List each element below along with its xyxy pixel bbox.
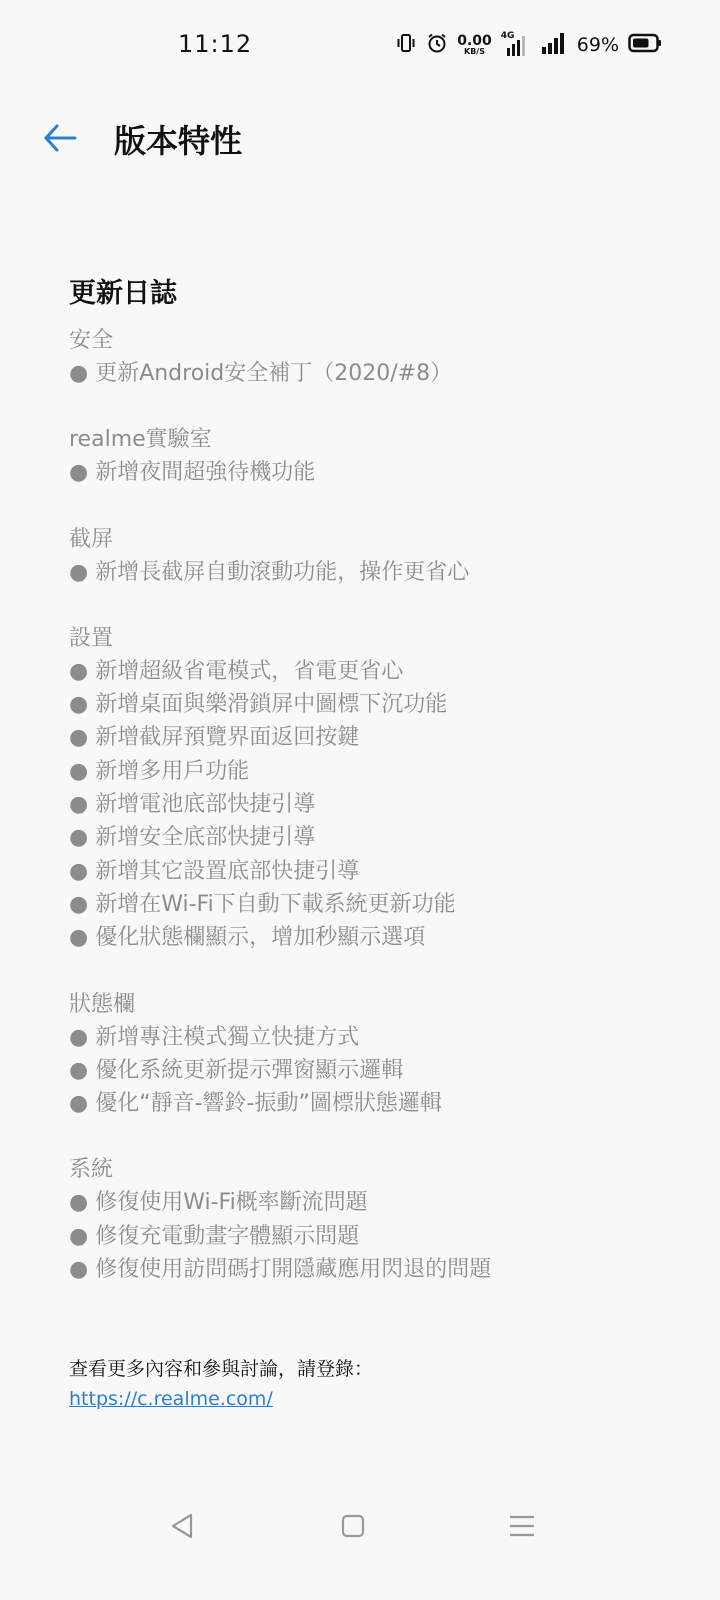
battery-icon [628, 32, 662, 58]
network-type-label: 4G [500, 31, 515, 41]
nav-menu-button[interactable] [500, 1506, 544, 1550]
changelog [69, 274, 689, 1319]
status-bar [0, 0, 720, 90]
net-speed-unit: KB/S [464, 47, 485, 56]
signal-icon [540, 31, 568, 59]
list-item: ● 新增在Wi-Fi下自動下載系統更新功能 [69, 891, 456, 917]
signal-4g-icon [501, 32, 531, 58]
list-item: ● 新增其它設置底部快捷引導 [69, 858, 360, 884]
nav-home-icon [339, 1512, 367, 1544]
nav-menu-icon [507, 1512, 537, 1544]
changelog-section [69, 324, 689, 390]
page-title: 版本特性 [114, 122, 243, 160]
vibrate-icon [395, 32, 417, 58]
section-title: 狀態欄 [69, 991, 136, 1017]
list-item: ● 修復使用Wi-Fi概率斷流問題 [69, 1190, 368, 1216]
list-item: ● 優化“靜音-響鈴-振動”圖標狀態邏輯 [69, 1091, 442, 1117]
list-item: ● 新增截屏預覽界面返回按鍵 [69, 725, 360, 751]
changelog-section [69, 988, 689, 1121]
list-item: ● 新增電池底部快捷引導 [69, 792, 316, 818]
status-time: 11:12 [178, 30, 253, 58]
list-item: ● 新增夜間超強待機功能 [69, 460, 316, 486]
list-item: ● 新增多用戶功能 [69, 758, 250, 784]
list-item: ● 新增超級省電模式，省電更省心 [69, 658, 404, 684]
net-speed-indicator [457, 34, 492, 56]
section-title: 截屏 [69, 526, 114, 552]
section-title: 系統 [69, 1157, 114, 1183]
list-item: ● 更新Android安全補丁（2020/#8） [69, 361, 453, 386]
navigation-bar [0, 1490, 720, 1560]
changelog-section [69, 1153, 689, 1286]
changelog-section [69, 622, 689, 955]
nav-back-icon [167, 1511, 197, 1545]
list-item: ● 修復充電動畫字體顯示問題 [69, 1223, 360, 1249]
net-speed-value: 0.00 [457, 33, 492, 49]
list-item: ● 新增長截屏自動滾動功能，操作更省心 [69, 559, 470, 585]
app-bar [0, 100, 720, 180]
list-item: ● 優化狀態欄顯示，增加秒顯示選項 [69, 925, 426, 951]
battery-percent: 69% [576, 34, 619, 56]
nav-home-button[interactable] [331, 1506, 375, 1550]
section-title: realme實驗室 [69, 427, 212, 453]
nav-back-button[interactable] [160, 1506, 204, 1550]
changelog-section [69, 523, 689, 589]
footer [69, 1354, 689, 1414]
alarm-icon [426, 32, 448, 58]
back-arrow-icon [42, 123, 78, 157]
section-title: 安全 [69, 328, 114, 353]
list-item: ● 新增桌面與樂滑鎖屏中圖標下沉功能 [69, 692, 448, 718]
list-item: ● 新增專注模式獨立快捷方式 [69, 1024, 360, 1050]
list-item: ● 修復使用訪問碼打開隱藏應用閃退的問題 [69, 1257, 492, 1283]
section-title: 設置 [69, 625, 114, 651]
changelog-heading: 更新日誌 [69, 278, 177, 309]
list-item: ● 新增安全底部快捷引導 [69, 825, 316, 851]
footer-text: 查看更多內容和參與討論，請登錄： [69, 1358, 374, 1380]
community-link[interactable]: https://c.realme.com/ [69, 1388, 273, 1410]
status-icons [395, 30, 662, 60]
back-button[interactable] [38, 120, 82, 160]
changelog-section [69, 423, 689, 489]
list-item: ● 優化系統更新提示彈窗顯示邏輯 [69, 1057, 404, 1083]
